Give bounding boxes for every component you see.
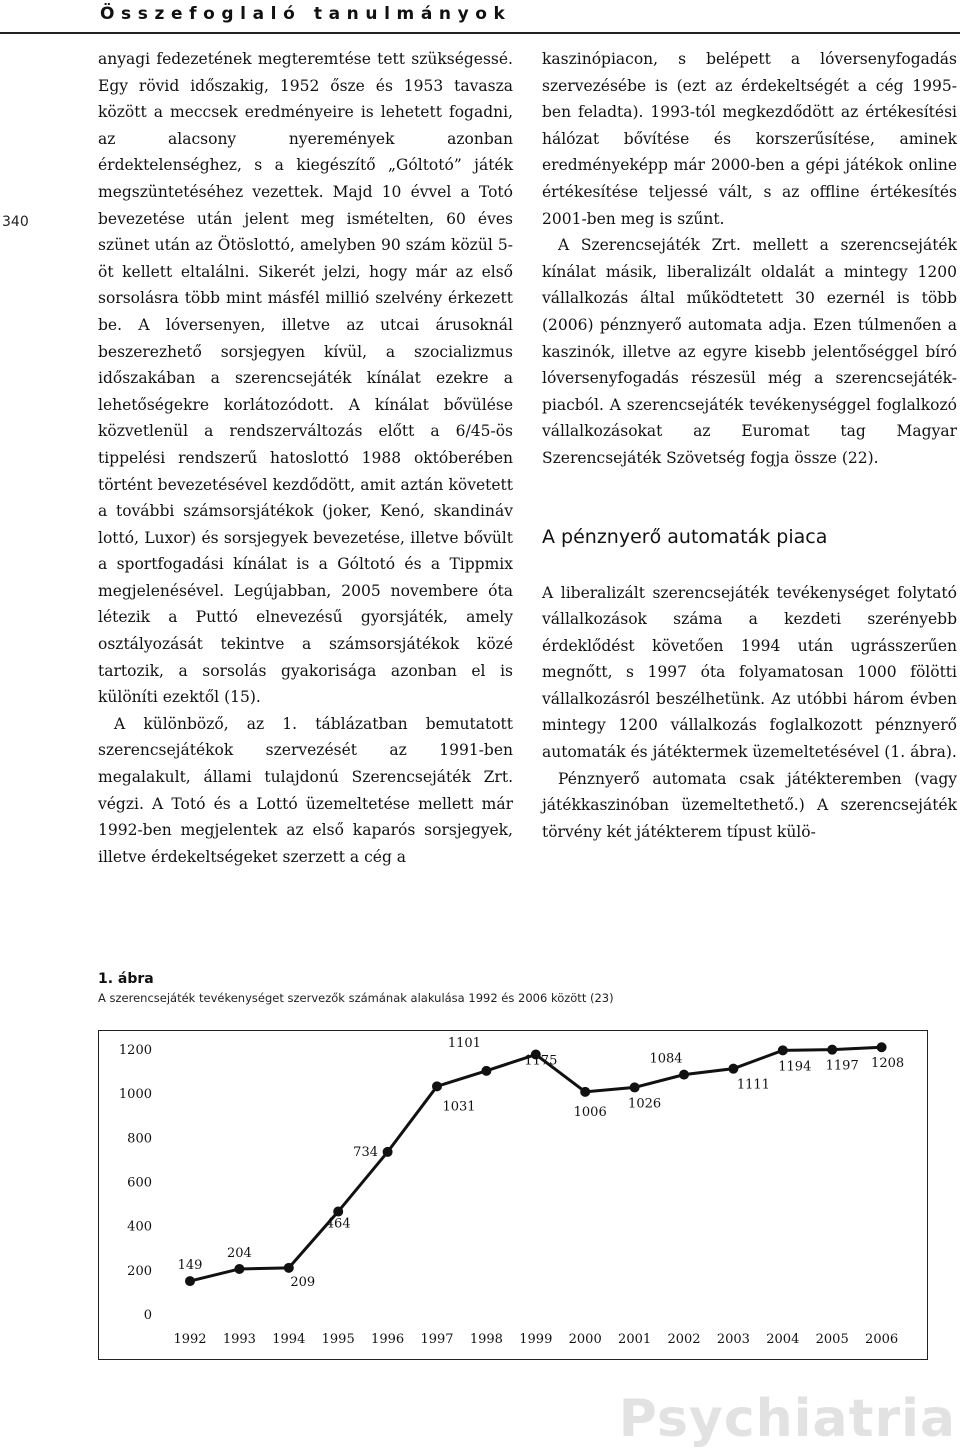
paragraph: kaszinópiacon, s belépett a lóversenyfogadás szervezésébe is (ezt az érdekeltségét a cég 1995-ben feladta). 1993-tól megkezdődött az értékesítési hálózat bővítése és korszerűsítése, aminek eredményeképp már 2000-ben a gépi játékok online értékesítése teljessé vált, s az offline értékesítés 2001-ben meg is szűnt. bbox=[542, 50, 957, 228]
x-tick-label: 1999 bbox=[519, 1332, 553, 1347]
data-point bbox=[728, 1064, 738, 1074]
x-tick-label: 2001 bbox=[618, 1332, 652, 1347]
x-tick-label: 1996 bbox=[371, 1332, 405, 1347]
figure-label: 1. ábra bbox=[98, 971, 154, 987]
y-tick-label: 600 bbox=[127, 1175, 152, 1191]
data-label: 1031 bbox=[442, 1099, 476, 1115]
data-point bbox=[630, 1082, 640, 1092]
data-label: 204 bbox=[226, 1245, 252, 1261]
x-tick-label: 1992 bbox=[173, 1332, 207, 1347]
y-tick-label: 800 bbox=[127, 1131, 152, 1147]
chart-frame bbox=[99, 1031, 928, 1360]
running-header: Összefoglaló tanulmányok bbox=[100, 4, 512, 24]
paragraph: A liberalizált szerencsejáték tevékenységet folytató vállalkozások száma a kezdeti szerényebb érdeklődést követően 1994 után ugrásszerűen megnőtt, s 1997 óta folyamatosan 1000 fölötti vállalkozásról beszélhetünk. Az utóbbi három évben mintegy 1200 vállalkozás foglalkozott pénznyerő automaták és játéktermek üzemeltetésével (1. ábra). bbox=[542, 583, 957, 762]
data-label: 1101 bbox=[447, 1035, 481, 1051]
data-label: 1175 bbox=[524, 1053, 558, 1069]
data-point bbox=[481, 1066, 491, 1076]
section-title: A pénznyerő automaták piaca bbox=[542, 525, 828, 548]
data-label: 1026 bbox=[628, 1096, 662, 1112]
x-tick-label: 2006 bbox=[865, 1332, 899, 1347]
paragraph: anyagi fedezetének megteremtése tett szükségessé. Egy rövid időszakig, 1952 ősze és 1953 tavasza között a meccsek eredményeire is lehetett fogadni, az alacsony nyeremények azonban érdektelenséghez, s a kiegészítő „Góltotó” játék megszüntetéséhez vezettek. Majd 10 évvel a Totó bevezetése után jelent meg ismételten, 60 éves szünet után az Ötöslottó, amelyben 90 szám közül 5-öt kellett eltalálni. Sikerét jelzi, hogy már az első sorsolásra több mint másfél millió szelvény érkezett be. A lóversenyen, illetve az utcai árusoknál beszerezhető sorsjegyen kívül, a szocializmus időszakában a szerencsejáték kínálat ezekre a lehetőségekre korlátozódott. A kínálat bővülése közvetlenül a rendszerváltozás előtt a 6/45-ös tippelési rendszerű hatoslottó 1988 októberében történt bevezetésével kezdődött, amit aztán követett a további számsorsjátékok (joker, Kenó, skandináv lottó, Luxor) és sorsjegyek bevezetése, illetve bővült a sportfogadási kínálat is a Góltotó és a Tippmix megjelenésével. Legújabban, 2005 novembere óta létezik a Puttó elnevezésű gyorsjáték, amely osztályozását tekintve a számsorsjátékok közé tartozik, a sorsolás gyakorisága azonban el is különíti ezektől (15). bbox=[98, 50, 513, 707]
x-tick-label: 1997 bbox=[420, 1332, 454, 1347]
data-point bbox=[284, 1263, 294, 1273]
data-point bbox=[432, 1081, 442, 1091]
data-label: 149 bbox=[177, 1258, 203, 1274]
data-label: 1194 bbox=[778, 1059, 812, 1075]
figure-caption: A szerencsejáték tevékenységet szervezők számának alakulása 1992 és 2006 között (23) bbox=[98, 991, 614, 1005]
y-tick-label: 200 bbox=[127, 1263, 152, 1279]
x-tick-label: 1995 bbox=[321, 1332, 355, 1347]
header-rule bbox=[0, 32, 960, 34]
y-tick-label: 1200 bbox=[118, 1043, 152, 1058]
data-point bbox=[185, 1276, 195, 1286]
x-tick-label: 2005 bbox=[815, 1332, 849, 1347]
x-tick-label: 2004 bbox=[766, 1332, 800, 1347]
data-point bbox=[580, 1087, 590, 1097]
page-number: 340 bbox=[2, 214, 29, 230]
paragraph: Pénznyerő automata csak játékteremben (vagy játékkaszinóban üzemeltethető.) A szerencsejáték törvény két játékterem típust külö- bbox=[542, 769, 957, 841]
line-chart bbox=[98, 1030, 928, 1360]
data-label: 1208 bbox=[871, 1056, 905, 1072]
data-point bbox=[827, 1045, 837, 1055]
data-point bbox=[333, 1207, 343, 1217]
series-line bbox=[190, 1047, 882, 1281]
data-label: 464 bbox=[325, 1216, 351, 1232]
x-tick-label: 1994 bbox=[272, 1332, 306, 1347]
x-tick-label: 1993 bbox=[222, 1332, 256, 1347]
data-label: 1197 bbox=[825, 1058, 859, 1074]
left-column bbox=[98, 46, 513, 870]
paragraph: A Szerencsejáték Zrt. mellett a szerencsejáték kínálat másik, liberalizált oldalát a mintegy 1200 vállalkozás által működtetett 30 ezernél is több (2006) pénznyerő automata adja. Ezen túlmenően a kaszinók, illetve az egyre kisebb jelentőséggel bíró lóversenyfogadás részesül még a szerencsejáték-piacból. A szerencsejáték tevékenységgel foglalkozó vállalkozásokat az Euromat tag Magyar Szerencsejáték Szövetség fogja össze (22). bbox=[542, 236, 957, 467]
y-tick-label: 400 bbox=[127, 1219, 152, 1235]
y-tick-label: 0 bbox=[143, 1308, 152, 1323]
x-tick-label: 1998 bbox=[469, 1332, 503, 1347]
x-tick-label: 2000 bbox=[568, 1332, 602, 1347]
paragraph: A különböző, az 1. táblázatban bemutatott szerencsejátékok szervezését az 1991-ben megalakult, állami tulajdonú Szerencsejáték Zrt. végzi. A Totó és a Lottó üzemeltetése mellett már 1992-ben megjelentek az első kaparós sorsjegyek, illetve érdekeltségeket szerzett a cég a bbox=[98, 714, 513, 866]
y-tick-label: 1000 bbox=[118, 1087, 152, 1103]
watermark: Psychiatria bbox=[618, 1389, 956, 1449]
right-column bbox=[542, 46, 957, 845]
data-point bbox=[679, 1070, 689, 1080]
data-label: 734 bbox=[353, 1144, 379, 1160]
data-label: 209 bbox=[290, 1274, 316, 1290]
x-tick-label: 2002 bbox=[667, 1332, 701, 1347]
x-tick-label: 2003 bbox=[716, 1332, 750, 1347]
data-point bbox=[778, 1045, 788, 1055]
data-point bbox=[877, 1042, 887, 1052]
data-label: 1084 bbox=[649, 1051, 683, 1067]
data-point bbox=[383, 1147, 393, 1157]
data-label: 1006 bbox=[573, 1104, 607, 1120]
data-label: 1111 bbox=[736, 1077, 770, 1093]
data-point bbox=[234, 1264, 244, 1274]
